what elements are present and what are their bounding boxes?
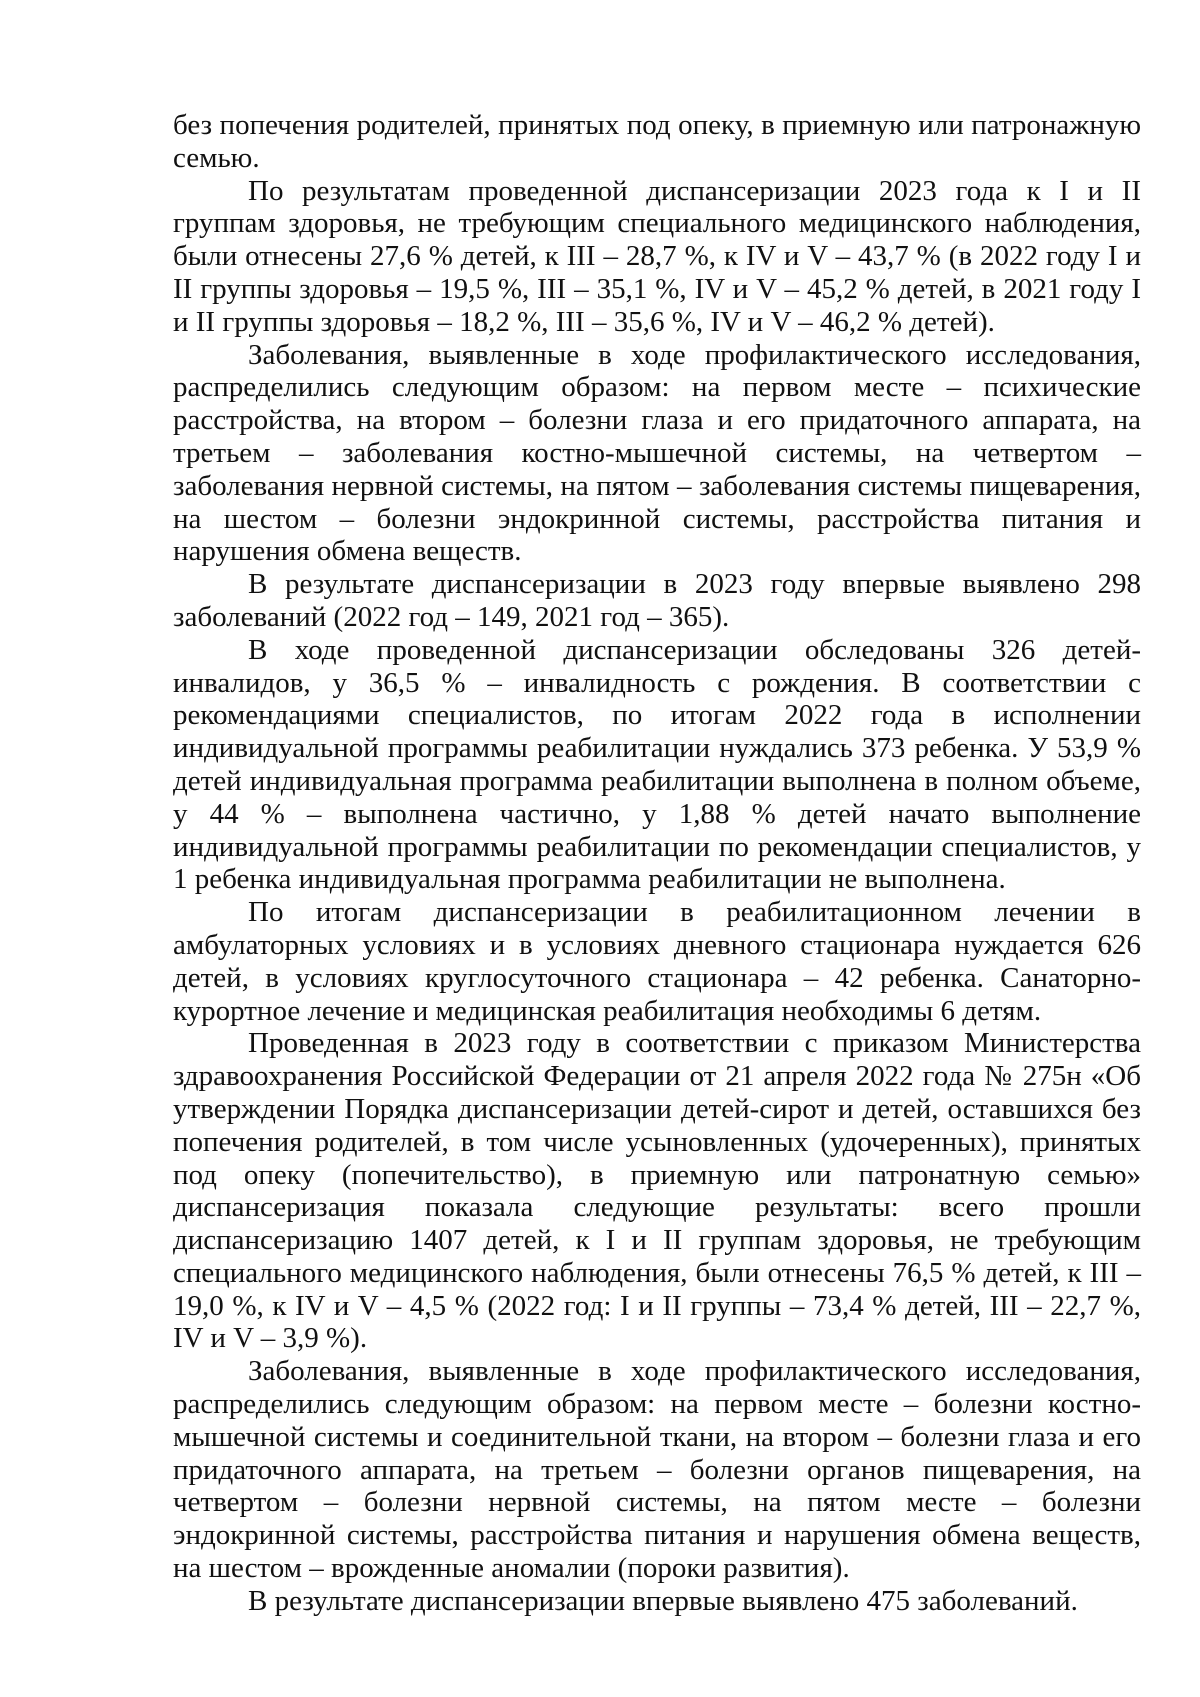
paragraph-new-diseases-2023: В результате диспансеризации в 2023 году впервые выявлено 298 заболеваний (2022 год – 149, 2021 год – 365). [173, 568, 1141, 633]
paragraph-orphans-new-diseases: В результате диспансеризации впервые выявлено 475 заболеваний. [248, 1584, 1078, 1617]
paragraph-orphans-diseases-ranking: Заболевания, выявленные в ходе профилактического исследования, распределились следующим образом: на первом месте – болезни костно-мышечной системы и соединительной ткани, на втором – болезни глаза и его придаточного аппарата, на третьем – болезни органов пищеварения, на четвертом – болезни нервной системы, на пятом месте – болезни эндокринной системы, расстройства питания и нарушения обмена веществ, на шестом – врожденные аномалии (пороки развития). [173, 1355, 1141, 1585]
paragraph-diseases-ranking: Заболевания, выявленные в ходе профилактического исследования, распределились следующим образом: на первом месте – психические расстройства, на втором – болезни глаза и его придаточного аппарата, на третьем – заболевания костно-мышечной системы, на четвертом – заболевания нервной системы, на пятом – заболевания системы пищеварения, на шестом – болезни эндокринной системы, расстройства питания и нарушения обмена веществ. [173, 338, 1141, 568]
paragraph-continuation: без попечения родителей, принятых под опеку, в приемную или патронажную семью. [173, 109, 1141, 174]
document-page [173, 109, 1141, 1618]
paragraph-rehabilitation-needs: По итогам диспансеризации в реабилитационном лечении в амбулаторных условиях и в условиях дневного стационара нуждается 626 детей, в условиях круглосуточного стационара – 42 ребенка. Санаторно-курортное лечение и медицинская реабилитация необходимы 6 детям. [173, 896, 1141, 1027]
paragraph-health-groups-2023: По результатам проведенной диспансеризации 2023 года к I и II группам здоровья, не требующим специального медицинского наблюдения, были отнесены 27,6 % детей, к III – 28,7 %, к IV и V – 43,7 % (в 2022 году I и II группы здоровья – 19,5 %, III – 35,1 %, IV и V – 45,2 % детей, в 2021 году I и II группы здоровья – 18,2 %, III – 35,6 %, IV и V – 46,2 % детей). [173, 174, 1141, 338]
paragraph-disabled-children: В ходе проведенной диспансеризации обследованы 326 детей-инвалидов, у 36,5 % – инвалидность с рождения. В соответствии с рекомендациями специалистов, по итогам 2022 года в исполнении индивидуальной программы реабилитации нуждались 373 ребенка. У 53,9 % детей индивидуальная программа реабилитации выполнена в полном объеме, у 44 % – выполнена частично, у 1,88 % детей начато выполнение индивидуальной программы реабилитации по рекомендации специалистов, у 1 ребенка индивидуальная программа реабилитации не выполнена. [173, 633, 1141, 896]
paragraph-orphans-examination: Проведенная в 2023 году в соответствии с приказом Министерства здравоохранения Российской Федерации от 21 апреля 2022 года № 275н «Об утверждении Порядка диспансеризации детей-сирот и детей, оставшихся без попечения родителей, в том числе усыновленных (удочеренных), принятых под опеку (попечительство), в приемную или патронатную семью» диспансеризация показала следующие результаты: всего прошли диспансеризацию 1407 детей, к I и II группам здоровья, не требующим специального медицинского наблюдения, были отнесены 76,5 % детей, к III – 19,0 %, к IV и V – 4,5 % (2022 год: I и II группы – 73,4 % детей, III – 22,7 %, IV и V – 3,9 %). [173, 1027, 1141, 1355]
